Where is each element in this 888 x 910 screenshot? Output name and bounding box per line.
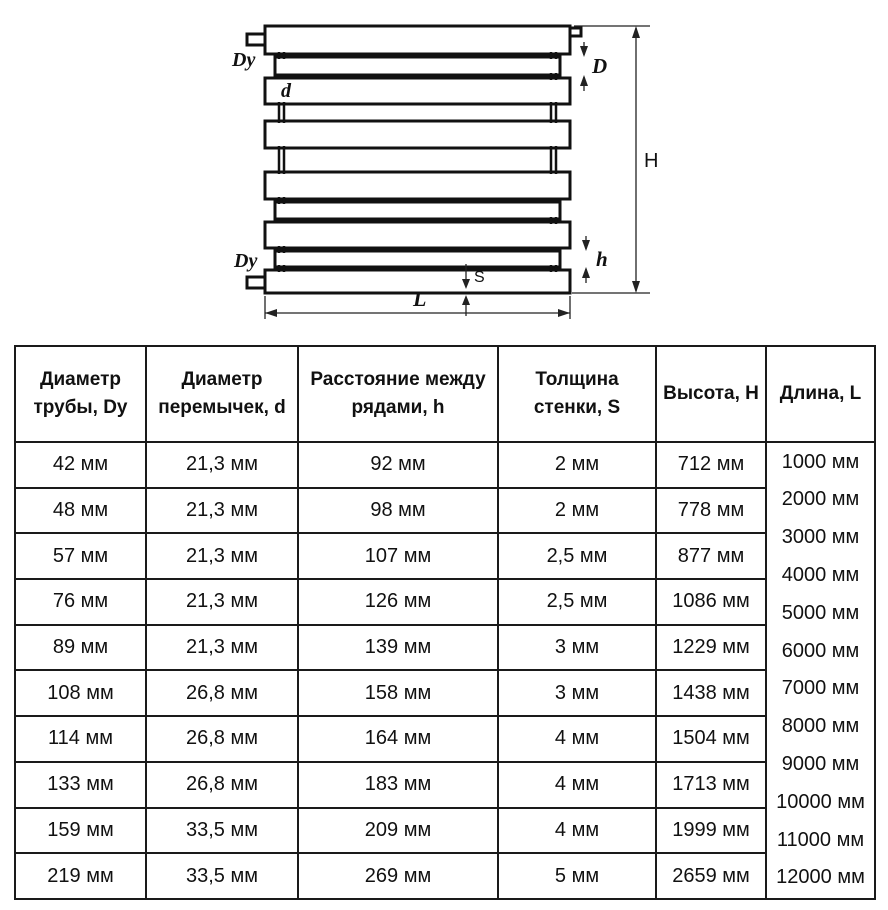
tube-bar <box>265 121 570 148</box>
length-option: 6000 мм <box>781 639 860 662</box>
table-row <box>15 488 875 534</box>
col-header-row-spacing: Расстояние между рядами, h <box>298 346 498 442</box>
table-row <box>15 762 875 808</box>
length-option: 12000 мм <box>776 866 865 889</box>
label-L: L <box>413 286 427 311</box>
cell-dy: 219 мм <box>15 853 146 899</box>
cell-d: 33,5 мм <box>146 808 298 854</box>
tube-bar-narrow <box>275 202 560 219</box>
cell-h: 107 мм <box>298 533 498 579</box>
cell-dy: 48 мм <box>15 488 146 534</box>
cell-dy: 133 мм <box>15 762 146 808</box>
col-header-wall-thickness: Толщина стенки, S <box>498 346 656 442</box>
length-option: 11000 мм <box>776 828 865 851</box>
cell-dy: 108 мм <box>15 670 146 716</box>
table-row <box>15 716 875 762</box>
cell-h: 158 мм <box>298 670 498 716</box>
length-option: 1000 мм <box>781 450 860 473</box>
tube-bar-narrow <box>275 251 560 267</box>
tube-bar-narrow <box>275 57 560 75</box>
length-option: 9000 мм <box>781 753 860 776</box>
label-d: d <box>281 80 291 102</box>
cell-h: 139 мм <box>298 625 498 671</box>
outlet-stub-bottom-left <box>247 277 265 288</box>
label-H: H <box>644 150 659 172</box>
cell-d: 26,8 мм <box>146 762 298 808</box>
table-row <box>15 670 875 716</box>
cell-height: 877 мм <box>656 533 766 579</box>
cell-h: 98 мм <box>298 488 498 534</box>
table-row <box>15 808 875 854</box>
cell-dy: 42 мм <box>15 442 146 488</box>
table-row <box>15 533 875 579</box>
cell-s: 3 мм <box>498 625 656 671</box>
cell-height: 1504 мм <box>656 716 766 762</box>
length-option: 3000 мм <box>781 526 860 549</box>
cell-height: 1438 мм <box>656 670 766 716</box>
header-row <box>15 346 875 442</box>
cell-length-options <box>766 442 875 899</box>
tube-bar <box>265 26 570 54</box>
cell-height: 1086 мм <box>656 579 766 625</box>
cell-h: 183 мм <box>298 762 498 808</box>
dim-tube-D <box>580 42 588 91</box>
label-dy-bottom: Dy <box>234 250 258 272</box>
cell-h: 126 мм <box>298 579 498 625</box>
cell-dy: 159 мм <box>15 808 146 854</box>
cell-s: 4 мм <box>498 762 656 808</box>
cell-d: 26,8 мм <box>146 670 298 716</box>
tube-bar <box>265 172 570 199</box>
cell-height: 1713 мм <box>656 762 766 808</box>
cell-s: 2 мм <box>498 488 656 534</box>
table-row <box>15 579 875 625</box>
cell-height: 778 мм <box>656 488 766 534</box>
cell-s: 2,5 мм <box>498 533 656 579</box>
cell-s: 2,5 мм <box>498 579 656 625</box>
cell-height: 1229 мм <box>656 625 766 671</box>
table-row <box>15 625 875 671</box>
length-option: 7000 мм <box>781 677 860 700</box>
table-row <box>15 853 875 899</box>
cell-h: 164 мм <box>298 716 498 762</box>
cell-s: 3 мм <box>498 670 656 716</box>
tube-bar <box>265 222 570 248</box>
cell-d: 21,3 мм <box>146 625 298 671</box>
tube-bars <box>265 26 570 293</box>
cell-d: 21,3 мм <box>146 442 298 488</box>
col-header-height: Высота, H <box>656 346 766 442</box>
cell-h: 92 мм <box>298 442 498 488</box>
inlet-stub-top-left <box>247 34 265 45</box>
cell-dy: 76 мм <box>15 579 146 625</box>
cell-dy: 57 мм <box>15 533 146 579</box>
label-S: S <box>474 269 485 286</box>
cell-height: 2659 мм <box>656 853 766 899</box>
dim-row-h <box>582 236 590 283</box>
cell-dy: 89 мм <box>15 625 146 671</box>
length-option: 8000 мм <box>781 715 860 738</box>
col-header-pipe-diameter: Диаметр трубы, Dy <box>15 346 146 442</box>
cell-d: 21,3 мм <box>146 488 298 534</box>
cell-s: 4 мм <box>498 808 656 854</box>
length-option: 2000 мм <box>781 488 860 511</box>
cell-s: 2 мм <box>498 442 656 488</box>
cell-d: 33,5 мм <box>146 853 298 899</box>
cell-d: 21,3 мм <box>146 533 298 579</box>
cell-s: 5 мм <box>498 853 656 899</box>
cell-h: 269 мм <box>298 853 498 899</box>
dim-height-H <box>572 26 650 293</box>
length-option: 4000 мм <box>781 564 860 587</box>
cell-dy: 114 мм <box>15 716 146 762</box>
length-option: 5000 мм <box>781 601 860 624</box>
cell-s: 4 мм <box>498 716 656 762</box>
tube-bar <box>265 78 570 104</box>
label-h: h <box>596 247 608 271</box>
table-row <box>15 442 875 488</box>
register-drawing-svg <box>220 0 680 340</box>
dimensions-table <box>14 345 876 900</box>
col-header-jumper-diameter: Диаметр перемычек, d <box>146 346 298 442</box>
length-option: 10000 мм <box>776 790 865 813</box>
cell-height: 712 мм <box>656 442 766 488</box>
label-D: D <box>592 54 608 78</box>
col-header-length: Длина, L <box>766 346 875 442</box>
cell-h: 209 мм <box>298 808 498 854</box>
cell-d: 21,3 мм <box>146 579 298 625</box>
stub-top-right <box>570 28 581 36</box>
label-dy-top: Dy <box>232 49 256 71</box>
cell-d: 26,8 мм <box>146 716 298 762</box>
cell-height: 1999 мм <box>656 808 766 854</box>
register-drawing <box>220 0 680 340</box>
